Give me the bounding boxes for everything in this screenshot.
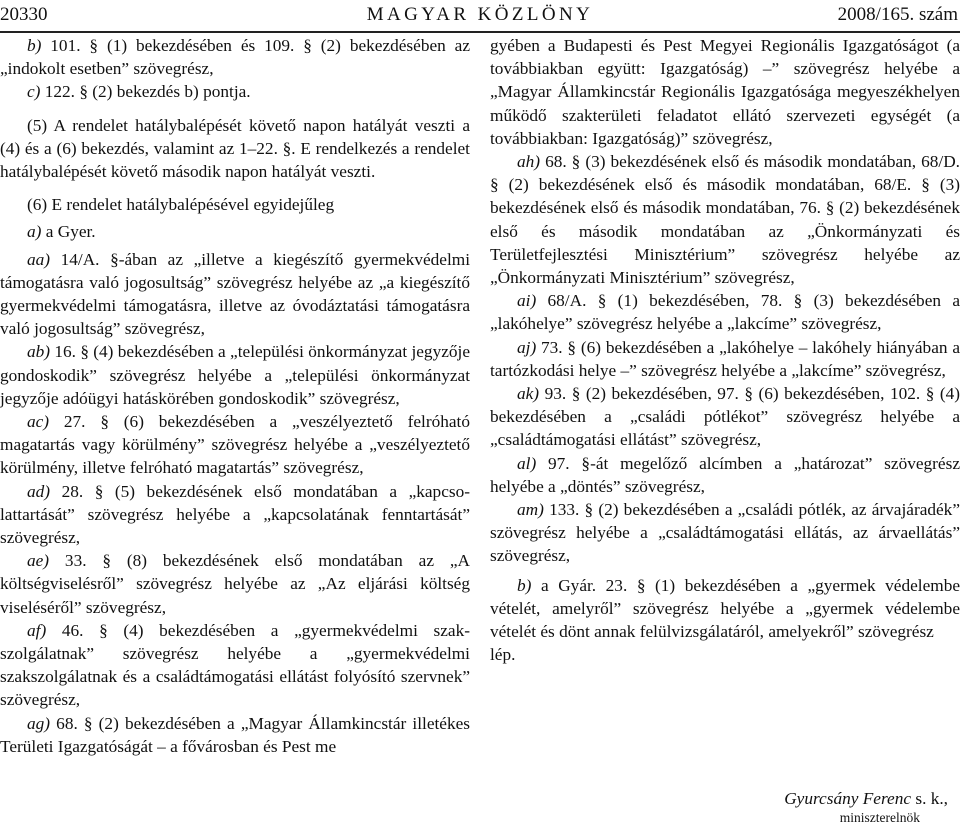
header-rule xyxy=(0,31,960,33)
paragraph: aa) 14/A. §-ában az „illetve a kiegészítő gyermekvédelmi támogatásra való jogosultság” szövegrész helyébe az „a kiegészítő gyermekvédelmi támogatásra, illetve az óvodáztatási támogatásra való jogosultság” szövegrész, xyxy=(0,249,470,339)
paragraph: ai) 68/A. § (1) bekezdésében, 78. § (3) bekezdésében a „lakóhelye” szövegrész helyébe a „lakcíme” szövegrész, xyxy=(490,291,960,334)
paragraph: b) a Gyár. 23. § (1) bekezdésében a „gyermek védelembe vételét, amelyről” szövegrész helyébe a „gyermek védelembe vételét és dönt annak felülvizsgálatáról, amelyekről” szövegrész xyxy=(490,575,960,642)
signature-block xyxy=(548,788,948,825)
paragraph: af) 46. § (4) bekezdésében a „gyermekvédelmi szakszolgálatnak” szövegrész helyébe a „gyermekvédelmi szakszolgálatnak és a családtámogatási ellátást folyósító szervnek” szövegrész, xyxy=(0,620,470,710)
page-number: 20330 xyxy=(0,4,48,25)
paragraph: ad) 28. § (5) bekezdésének első mondatában a „kapcsolattartását” szövegrész helyébe a „kapcsolatának fenntartását” szövegrész, xyxy=(0,481,470,548)
paragraph: ag) 68. § (2) bekezdésében a „Magyar Államkincstár illetékes Területi Igazgatóságát – a fővárosban és Pest me xyxy=(0,713,470,756)
page-header xyxy=(0,2,960,30)
paragraph: (5) A rendelet hatálybalépését követő napon hatályát veszti a (4) és a (6) bekezdés, valamint az 1–22. §. E rendelkezés a rendelet hatálybalépését követő második napon hatályát veszti. xyxy=(0,115,470,182)
paragraph: ah) 68. § (3) bekezdésének első és második mondatában, 68/D. § (2) bekezdésének első és második mondatában, 68/E. § (3) bekezdésének első és második mondatában, 76. § (2) bekezdésének első és második mondatában az „Önkormányzati és Területfejlesztési Minisztérium” szövegrész helyébe az „Önkormányzati Minisztérium” szövegrész, xyxy=(490,152,960,288)
paragraph: c) 122. § (2) bekezdés b) pontja. xyxy=(27,82,251,102)
issue-number: 2008/165. szám xyxy=(837,4,958,25)
paragraph: b) 101. § (1) bekezdésében és 109. § (2) bekezdésében az „indokolt esetben” szövegrész, xyxy=(0,36,470,79)
paragraph: ae) 33. § (8) bekezdésének első mondatában az „A költségviselésről” szövegrész helyébe az „Az eljárási költség viseléséről” szövegrész, xyxy=(0,551,470,617)
left-column xyxy=(0,34,470,832)
paragraph: a) a Gyer. xyxy=(27,222,96,242)
paragraph: am) 133. § (2) bekezdésében a „családi pótlék, az árvajáradék” szövegrész helyébe a „családtámogatási ellátás, az árvaellátás” szövegrész, xyxy=(490,500,960,566)
paragraph: ak) 93. § (2) bekezdésében, 97. § (6) bekezdésében, 102. § (4) bekezdésében a „családi pótlékot” szövegrész helyébe a „családtámogatási ellátást” szövegrész, xyxy=(490,384,960,450)
paragraph: aj) 73. § (6) bekezdésében a „lakóhelye – lakóhely hiányában a tartózkodási helye –” szövegrész helyébe a „lakcíme” szövegrész, xyxy=(490,337,960,380)
journal-title: MAGYAR KÖZLÖNY xyxy=(366,4,594,25)
signature-name: Gyurcsány Ferenc s. k., xyxy=(784,789,948,808)
paragraph: ac) 27. § (6) bekezdésében a „veszélyeztető felróható magatartás vagy körülmény” szövegrész helyébe a „veszélyeztető körülmény, illetve felróható magatartás” szövegrész, xyxy=(0,412,470,478)
right-column xyxy=(490,34,960,832)
paragraph: gyében a Budapesti és Pest Megyei Regionális Igazgatóságot (a továbbiakban együtt: Igazgatóság) –” szövegrész helyébe a „Magyar Államkincstár Regionális Igazgatósága megyeszékhelyen működő szakterületi feladatot ellátó szervezeti egységét (a továbbiakban: Igazgatóság)” szövegrész, xyxy=(490,36,960,148)
paragraph: ab) 16. § (4) bekezdésében a „települési önkormányzat jegyzője gondoskodik” szövegrész helyébe a „települési önkormányzat jegyzője adóügyi hatáskörében gondoskodik” szövegrész, xyxy=(0,342,470,408)
paragraph: lép. xyxy=(490,645,516,665)
paragraph: al) 97. §-át megelőző alcímben a „határozat” szövegrész helyébe a „döntés” szövegrész, xyxy=(490,453,960,496)
paragraph: (6) E rendelet hatálybalépésével egyidejűleg xyxy=(27,195,335,215)
signature-title: miniszterelnök xyxy=(839,810,920,825)
